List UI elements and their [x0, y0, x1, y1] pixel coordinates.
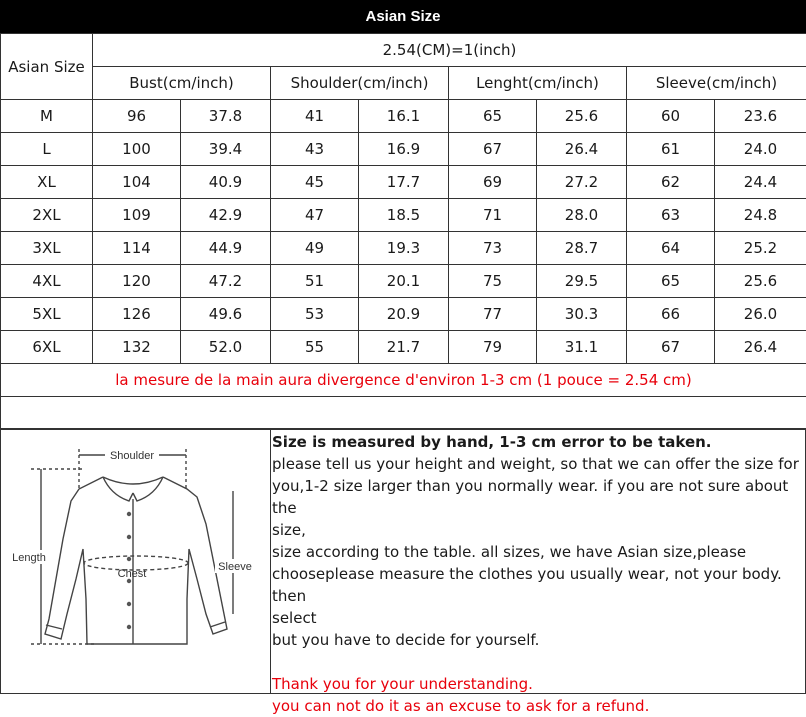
size-description — [272, 431, 804, 717]
size-row — [1, 133, 806, 166]
size-value-cell: 47 — [271, 199, 359, 232]
description-heading: Size is measured by hand, 1-3 cm error to be taken. — [272, 431, 804, 453]
size-value-cell: 42.9 — [181, 199, 271, 232]
asian-size-header: Asian Size — [1, 34, 93, 100]
size-label: L — [1, 133, 93, 166]
size-value-cell: 96 — [93, 100, 181, 133]
size-label: M — [1, 100, 93, 133]
size-value-cell: 66 — [627, 298, 715, 331]
size-label: 3XL — [1, 232, 93, 265]
description-line: but you have to decide for yourself. — [272, 629, 804, 651]
size-value-cell: 16.9 — [359, 133, 449, 166]
header-shoulder: Shoulder(cm/inch) — [271, 67, 449, 100]
size-value-cell: 64 — [627, 232, 715, 265]
size-value-cell: 52.0 — [181, 331, 271, 364]
size-value-cell: 60 — [627, 100, 715, 133]
size-value-cell: 109 — [93, 199, 181, 232]
spacer — [272, 651, 804, 673]
size-value-cell: 73 — [449, 232, 537, 265]
description-line: size, — [272, 519, 804, 541]
shirt-diagram — [1, 429, 271, 693]
size-value-cell: 114 — [93, 232, 181, 265]
header-bust: Bust(cm/inch) — [93, 67, 271, 100]
header-row — [1, 67, 806, 100]
size-value-cell: 41 — [271, 100, 359, 133]
size-value-cell: 67 — [627, 331, 715, 364]
size-value-cell: 39.4 — [181, 133, 271, 166]
description-line: you,1-2 size larger than you normally wear. if you are not sure about the — [272, 475, 804, 519]
size-value-cell: 28.7 — [537, 232, 627, 265]
info-section — [0, 428, 806, 694]
size-table — [0, 33, 806, 430]
size-value-cell: 65 — [449, 100, 537, 133]
size-value-cell: 132 — [93, 331, 181, 364]
header-sleeve: Sleeve(cm/inch) — [627, 67, 806, 100]
description-line: chooseplease measure the clothes you usually wear, not your body. then — [272, 563, 804, 607]
size-row — [1, 298, 806, 331]
size-value-cell: 31.1 — [537, 331, 627, 364]
length-label: Length — [12, 552, 46, 564]
size-value-cell: 24.8 — [715, 199, 806, 232]
size-label: 2XL — [1, 199, 93, 232]
thanks-text: Thank you for your understanding. — [272, 673, 804, 695]
size-value-cell: 104 — [93, 166, 181, 199]
size-row — [1, 199, 806, 232]
chest-label: Chest — [118, 568, 147, 580]
conversion-note: 2.54(CM)=1(inch) — [93, 34, 806, 67]
size-value-cell: 44.9 — [181, 232, 271, 265]
size-value-cell: 77 — [449, 298, 537, 331]
size-value-cell: 30.3 — [537, 298, 627, 331]
size-value-cell: 21.7 — [359, 331, 449, 364]
size-row — [1, 265, 806, 298]
size-value-cell: 18.5 — [359, 199, 449, 232]
size-value-cell: 43 — [271, 133, 359, 166]
size-value-cell: 69 — [449, 166, 537, 199]
empty-row — [1, 397, 806, 430]
description-line: select — [272, 607, 804, 629]
size-value-cell: 75 — [449, 265, 537, 298]
size-row — [1, 166, 806, 199]
size-value-cell: 53 — [271, 298, 359, 331]
size-value-cell: 37.8 — [181, 100, 271, 133]
size-value-cell: 26.4 — [715, 331, 806, 364]
size-value-cell: 40.9 — [181, 166, 271, 199]
note-row — [1, 364, 806, 397]
size-value-cell: 120 — [93, 265, 181, 298]
size-value-cell: 29.5 — [537, 265, 627, 298]
size-value-cell: 17.7 — [359, 166, 449, 199]
size-value-cell: 28.0 — [537, 199, 627, 232]
size-value-cell: 26.4 — [537, 133, 627, 166]
sleeve-label: Sleeve — [218, 561, 252, 573]
size-value-cell: 25.6 — [537, 100, 627, 133]
size-value-cell: 100 — [93, 133, 181, 166]
size-value-cell: 126 — [93, 298, 181, 331]
size-value-cell: 65 — [627, 265, 715, 298]
size-value-cell: 63 — [627, 199, 715, 232]
size-label: 6XL — [1, 331, 93, 364]
size-value-cell: 55 — [271, 331, 359, 364]
size-value-cell: 20.9 — [359, 298, 449, 331]
size-value-cell: 16.1 — [359, 100, 449, 133]
size-label: 4XL — [1, 265, 93, 298]
size-row — [1, 232, 806, 265]
refund-text: you can not do it as an excuse to ask for a refund. — [272, 695, 804, 717]
size-value-cell: 27.2 — [537, 166, 627, 199]
header-length: Lenght(cm/inch) — [449, 67, 627, 100]
size-row — [1, 331, 806, 364]
size-value-cell: 49.6 — [181, 298, 271, 331]
size-label: XL — [1, 166, 93, 199]
size-value-cell: 26.0 — [715, 298, 806, 331]
size-value-cell: 47.2 — [181, 265, 271, 298]
size-value-cell: 24.4 — [715, 166, 806, 199]
shoulder-label: Shoulder — [110, 450, 154, 462]
page-title: Asian Size — [0, 0, 806, 33]
conversion-row — [1, 34, 806, 67]
size-value-cell: 45 — [271, 166, 359, 199]
size-row — [1, 100, 806, 133]
size-value-cell: 51 — [271, 265, 359, 298]
size-value-cell: 49 — [271, 232, 359, 265]
size-value-cell: 71 — [449, 199, 537, 232]
description-line: please tell us your height and weight, so that we can offer the size for — [272, 453, 804, 475]
size-value-cell: 25.6 — [715, 265, 806, 298]
size-value-cell: 19.3 — [359, 232, 449, 265]
size-value-cell: 62 — [627, 166, 715, 199]
size-value-cell: 67 — [449, 133, 537, 166]
shirt-measurement-icon — [1, 429, 270, 693]
description-line: size according to the table. all sizes, we have Asian size,please — [272, 541, 804, 563]
size-value-cell: 24.0 — [715, 133, 806, 166]
measurement-note: la mesure de la main aura divergence d'environ 1-3 cm (1 pouce = 2.54 cm) — [1, 364, 806, 397]
size-value-cell: 25.2 — [715, 232, 806, 265]
size-value-cell: 79 — [449, 331, 537, 364]
size-value-cell: 61 — [627, 133, 715, 166]
size-label: 5XL — [1, 298, 93, 331]
empty-cell — [1, 397, 806, 430]
size-value-cell: 23.6 — [715, 100, 806, 133]
size-value-cell: 20.1 — [359, 265, 449, 298]
